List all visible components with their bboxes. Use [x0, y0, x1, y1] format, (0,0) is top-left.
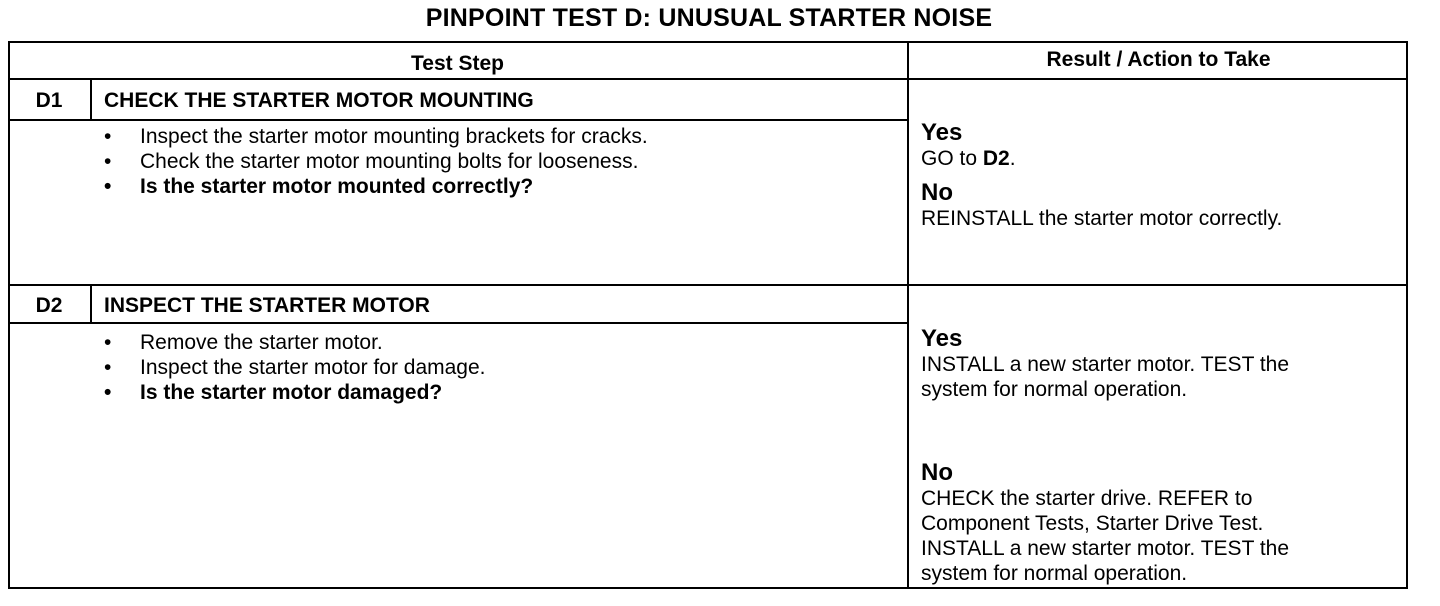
bullet-marker: • — [104, 125, 112, 148]
bullet-marker: • — [104, 331, 112, 354]
d2-no-action-line: INSTALL a new starter motor. TEST the — [921, 537, 1290, 560]
d2-yes-action-line: INSTALL a new starter motor. TEST the — [921, 353, 1290, 376]
d2-bullet-text: Remove the starter motor. — [140, 331, 383, 354]
bullet-marker: • — [104, 356, 112, 379]
header-divider — [8, 78, 1408, 80]
step-id-d1: D1 — [35, 89, 63, 112]
d1-bullet-text: Inspect the starter motor mounting brackets for cracks. — [140, 125, 648, 148]
d1-bullet-text: Check the starter motor mounting bolts for looseness. — [140, 150, 639, 173]
d2-yes-action-line: system for normal operation. — [921, 378, 1188, 401]
yes-label: Yes — [921, 325, 963, 352]
d2-bullet-question: Is the starter motor damaged? — [140, 381, 443, 404]
yes-action-step-ref: D2 — [982, 147, 1010, 170]
no-label: No — [921, 459, 953, 486]
d1-yes-action — [921, 146, 1391, 171]
yes-action-text: GO to — [921, 147, 983, 170]
yes-label: Yes — [921, 119, 963, 146]
d2-id-divider — [90, 286, 92, 323]
no-label: No — [921, 179, 953, 206]
d1-bullet-question: Is the starter motor mounted correctly? — [140, 175, 534, 198]
d1-no-action: REINSTALL the starter motor correctly. — [921, 207, 1283, 230]
bullet-marker: • — [104, 175, 112, 198]
d2-no-action-line: Component Tests, Starter Drive Test. — [921, 512, 1264, 535]
d1-result-yes — [921, 120, 1391, 171]
d1-id-divider — [90, 80, 92, 120]
d2-no-action-line: system for normal operation. — [921, 562, 1188, 585]
d2-bullet-text: Inspect the starter motor for damage. — [140, 356, 486, 379]
bullet-marker: • — [104, 150, 112, 173]
d1-title-divider — [8, 119, 907, 121]
d2-title-divider — [8, 322, 907, 324]
bullet-marker: • — [104, 381, 112, 404]
d2-result-yes — [921, 326, 1391, 402]
page-title: PINPOINT TEST D: UNUSUAL STARTER NOISE — [425, 4, 993, 32]
step-title-d2: INSPECT THE STARTER MOTOR — [104, 294, 430, 317]
d2-no-action-line: CHECK the starter drive. REFER to — [921, 487, 1253, 510]
d1-result-no — [921, 180, 1391, 231]
header-result-action: Result / Action to Take — [1046, 48, 1271, 71]
yes-action-punct: . — [1009, 147, 1016, 170]
column-divider — [907, 41, 909, 589]
step-id-d2: D2 — [35, 294, 63, 317]
row-divider — [8, 284, 1408, 286]
step-title-d1: CHECK THE STARTER MOTOR MOUNTING — [104, 89, 534, 112]
d2-result-no — [921, 460, 1391, 586]
header-test-step: Test Step — [411, 52, 504, 75]
